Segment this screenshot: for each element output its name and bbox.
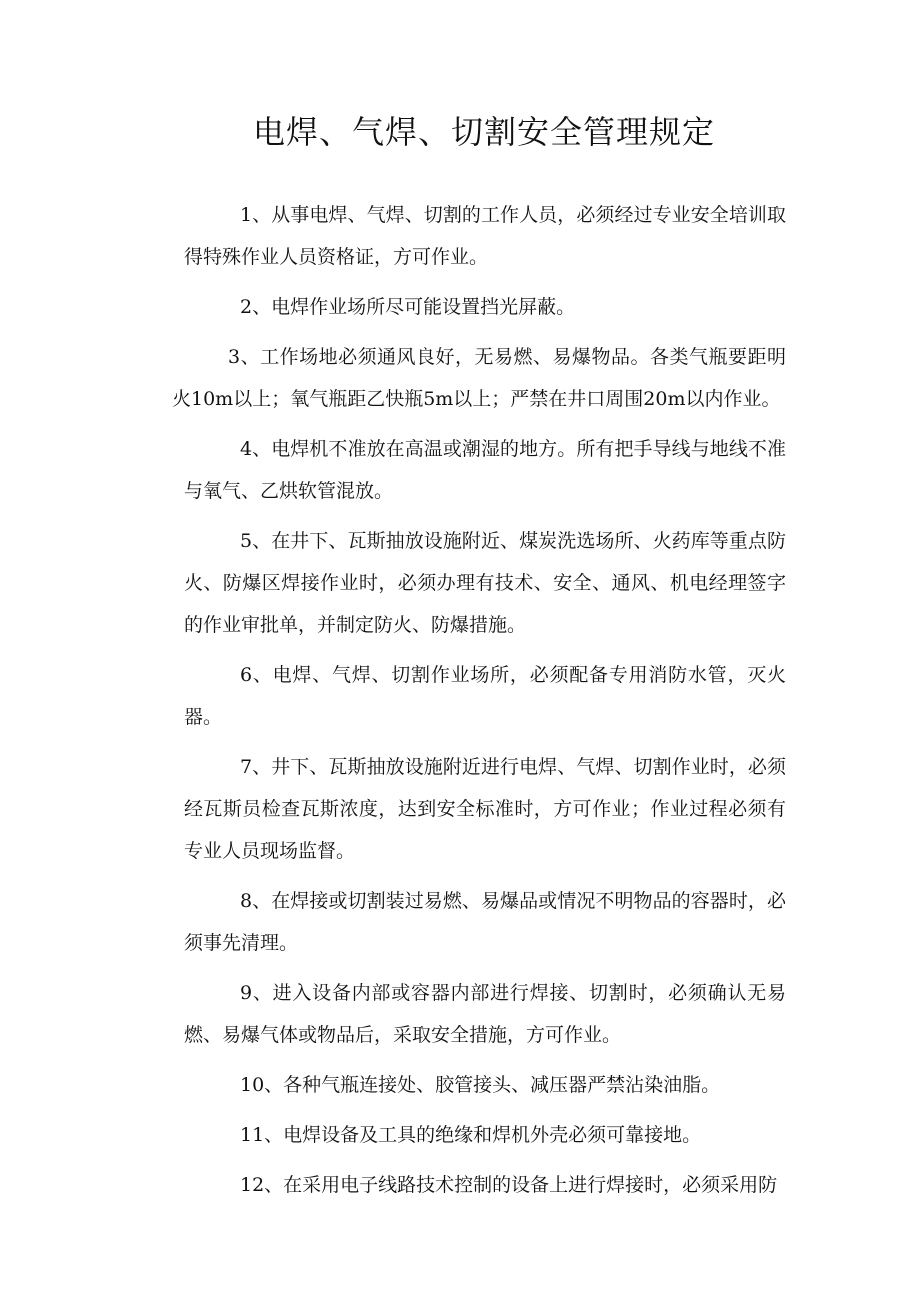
clause-7: 7、井下、瓦斯抽放设施附近进行电焊、气焊、切割作业时，必须经瓦斯员检查瓦斯浓度，达到安全标准时，方可作业；作业过程必须有专业人员现场监督。 — [184, 756, 786, 862]
clause-11: 11、电焊设备及工具的绝缘和焊机外壳必须可靠接地。 — [240, 1124, 702, 1146]
clause-6: 6、电焊、气焊、切割作业场所，必须配备专用消防水管，灭火器。 — [184, 664, 786, 728]
clause-9: 9、进入设备内部或容器内部进行焊接、切割时，必须确认无易燃、易爆气体或物品后，采取安全措施，方可作业。 — [184, 982, 786, 1046]
clause-8: 8、在焊接或切割装过易燃、易爆品或情况不明物品的容器时，必须事先清理。 — [184, 890, 786, 954]
clause-10: 10、各种气瓶连接处、胶管接头、减压器严禁沾染油脂。 — [240, 1074, 721, 1096]
clause-2: 2、电焊作业场所尽可能设置挡光屏蔽。 — [240, 296, 576, 318]
clause-5: 5、在井下、瓦斯抽放设施附近、煤炭洗选场所、火药库等重点防火、防爆区焊接作业时，必须办理有技术、安全、通风、机电经理签字的作业审批单，并制定防火、防爆措施。 — [184, 530, 786, 636]
document-title: 电焊、气焊、切割安全管理规定 — [252, 113, 715, 151]
clause-4: 4、电焊机不准放在高温或潮湿的地方。所有把手导线与地线不准与氧气、乙烘软管混放。 — [184, 438, 786, 502]
clause-list — [172, 194, 786, 1206]
clause-3: 3、工作场地必须通风良好，无易燃、易爆物品。各类气瓶要距明火10m以上；氧气瓶距乙快瓶5m以上；严禁在井口周围20m以内作业。 — [172, 346, 786, 410]
clause-1: 1、从事电焊、气焊、切割的工作人员，必须经过专业安全培训取得特殊作业人员资格证，方可作业。 — [184, 204, 786, 268]
clause-12: 12、在采用电子线路技术控制的设备上进行焊接时，必须采用防 — [240, 1174, 778, 1196]
